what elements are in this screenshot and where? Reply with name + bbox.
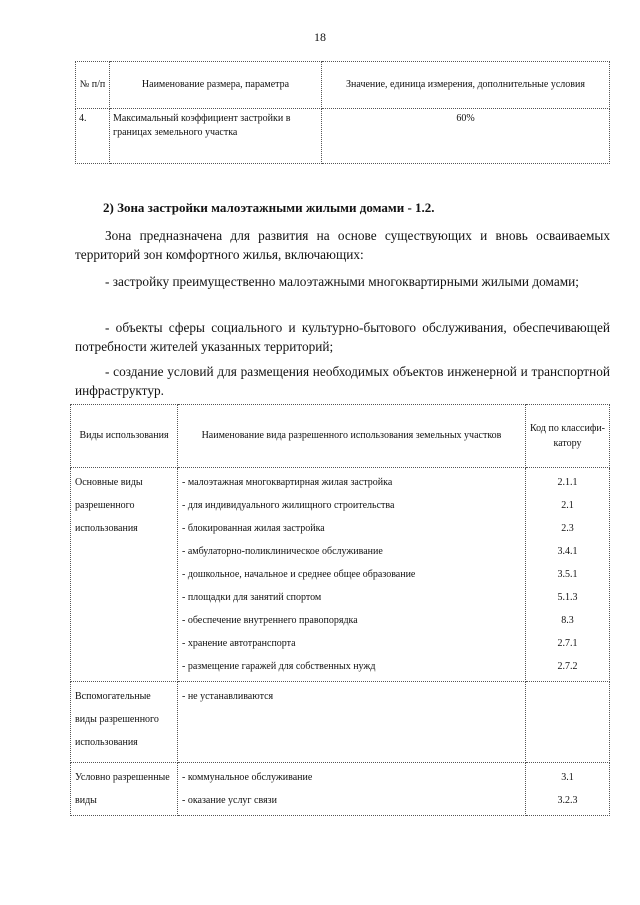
section-paragraph: - застройку преимущественно малоэтажными многоквартирными жилыми домами; bbox=[105, 274, 579, 289]
auxiliary-use-codes bbox=[526, 682, 610, 763]
section-paragraph: - создание условий для размещения необходимых объектов инженерной и транспортной инфраструктур. bbox=[75, 364, 610, 398]
section-paragraph: Зона предназначена для развития на основе существующих и вновь осваиваемых территорий зон комфортного жилья, включающих: bbox=[75, 228, 610, 262]
main-use-names bbox=[178, 468, 526, 682]
list-item: - малоэтажная многоквартирная жилая застройка bbox=[182, 477, 393, 488]
row-value: 60% bbox=[322, 109, 610, 164]
header-use-name: Наименование вида разрешенного использования земельных участков bbox=[178, 405, 526, 468]
list-item: - блокированная жилая застройка bbox=[182, 523, 325, 534]
list-item: - оказание услуг связи bbox=[182, 795, 277, 806]
section-heading: 2) Зона застройки малоэтажными жилыми домами - 1.2. bbox=[103, 200, 435, 215]
table-row bbox=[76, 109, 610, 164]
header-number: № п/п bbox=[76, 62, 110, 109]
list-item: - размещение гаражей для собственных нужд bbox=[182, 661, 376, 672]
list-item: - амбулаторно-поликлиническое обслуживание bbox=[182, 546, 383, 557]
header-classifier-code: Код по классифи-катору bbox=[526, 405, 610, 468]
page-number: 18 bbox=[314, 30, 326, 44]
code-item: 3.5.1 bbox=[557, 569, 578, 580]
category-conditional: Условно разрешенные виды bbox=[71, 763, 178, 816]
section-paragraph: - объекты сферы социального и культурно-бытового обслуживания, обеспечивающей потребности жителей указанных территорий; bbox=[75, 320, 610, 354]
list-item: - коммунальное обслуживание bbox=[182, 772, 313, 783]
code-item: 8.3 bbox=[561, 615, 574, 626]
row-parameter-name: Максимальный коэффициент застройки в границах земельного участка bbox=[110, 109, 322, 164]
code-item: 5.1.3 bbox=[557, 592, 578, 603]
list-item: - для индивидуального жилищного строительства bbox=[182, 500, 395, 511]
code-item: 2.1 bbox=[561, 500, 574, 511]
land-use-table bbox=[70, 404, 610, 816]
code-item: 3.4.1 bbox=[557, 546, 578, 557]
table-row bbox=[71, 682, 610, 763]
list-item: - дошкольное, начальное и среднее общее образование bbox=[182, 569, 416, 580]
code-item: 2.7.1 bbox=[557, 638, 578, 649]
main-use-codes bbox=[526, 468, 610, 682]
list-item: - не устанавливаются bbox=[182, 691, 274, 702]
code-item: 2.1.1 bbox=[557, 477, 578, 488]
header-value: Значение, единица измерения, дополнительные условия bbox=[322, 62, 610, 109]
code-item: 2.3 bbox=[561, 523, 574, 534]
category-auxiliary: Вспомогательные виды разрешенного использования bbox=[71, 682, 178, 763]
header-use-types: Виды использования bbox=[71, 405, 178, 468]
code-item: 3.2.3 bbox=[557, 795, 578, 806]
row-number: 4. bbox=[76, 109, 110, 164]
land-use-table-header bbox=[71, 405, 610, 468]
category-main: Основные виды разрешенного использования bbox=[71, 468, 178, 682]
auxiliary-use-names bbox=[178, 682, 526, 763]
parameters-table-header bbox=[76, 62, 610, 109]
conditional-use-codes bbox=[526, 763, 610, 816]
list-item: - обеспечение внутреннего правопорядка bbox=[182, 615, 358, 626]
parameters-table bbox=[75, 61, 610, 164]
table-row bbox=[71, 763, 610, 816]
code-item: 3.1 bbox=[561, 772, 574, 783]
header-parameter-name: Наименование размера, параметра bbox=[110, 62, 322, 109]
conditional-use-names bbox=[178, 763, 526, 816]
list-item: - площадки для занятий спортом bbox=[182, 592, 322, 603]
code-item bbox=[530, 685, 605, 708]
list-item: - хранение автотранспорта bbox=[182, 638, 296, 649]
table-row bbox=[71, 468, 610, 682]
code-item: 2.7.2 bbox=[557, 661, 578, 672]
